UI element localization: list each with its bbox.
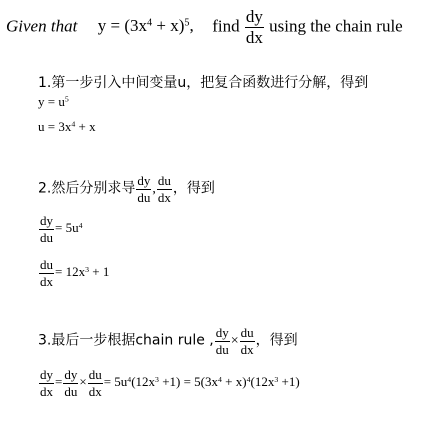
dy-du-fraction: $\frac{dy}{du}$ bbox=[137, 173, 151, 205]
step2-equation-dy-du: $\frac{dy}{du}$ = $5u^4$ bbox=[40, 213, 83, 245]
step2-label-line: 2.然后分别求导 $\frac{dy}{du}$ , $\frac{du}{dx}$ ，得到 bbox=[38, 173, 215, 205]
step3-final-equation: $\frac{dy}{dx}$ = $\frac{dy}{du}$ × $\frac{du}{dx}$ = $5u^4(12x^3 +1) = 5(3x^4 + x)^4(12x^3 +1)$ bbox=[40, 367, 300, 399]
problem-statement bbox=[6, 8, 403, 47]
dy-du-fraction: $\frac{dy}{du}$ bbox=[215, 325, 229, 357]
dy-dx-fraction: $\frac{dy}{dx}$ bbox=[245, 7, 263, 47]
step2-equation-du-dx: $\frac{du}{dx}$ = $12x^3 + 1$ bbox=[40, 257, 110, 289]
using-chain-rule-text: using the chain rule bbox=[269, 16, 403, 36]
du-dx-fraction: $\frac{du}{dx}$ bbox=[240, 325, 254, 357]
step1-label: 1.第一步引入中间变量u，把复合函数进行分解，得到 bbox=[38, 75, 369, 91]
step3-label-line: 3.最后一步根据chain rule , $\frac{dy}{du}$ × $\frac{du}{dx}$ ，得到 bbox=[38, 325, 298, 357]
given-that-text: Given that bbox=[6, 16, 78, 36]
function-expression: $y = (3x^4 + x)^5$, bbox=[97, 16, 194, 36]
du-dx-fraction: $\frac{du}{dx}$ bbox=[157, 173, 171, 205]
step1-equation-u: $u = 3x^4 + x$ bbox=[38, 119, 96, 134]
find-text: find bbox=[212, 16, 240, 36]
step3-label: 3.最后一步根据chain rule , bbox=[38, 332, 214, 349]
step3-suffix: ，得到 bbox=[255, 332, 298, 349]
step1-equation-y: $y = u^5$ bbox=[38, 94, 69, 109]
step2-suffix: ，得到 bbox=[172, 180, 215, 197]
step2-label: 2.然后分别求导 bbox=[38, 180, 136, 197]
